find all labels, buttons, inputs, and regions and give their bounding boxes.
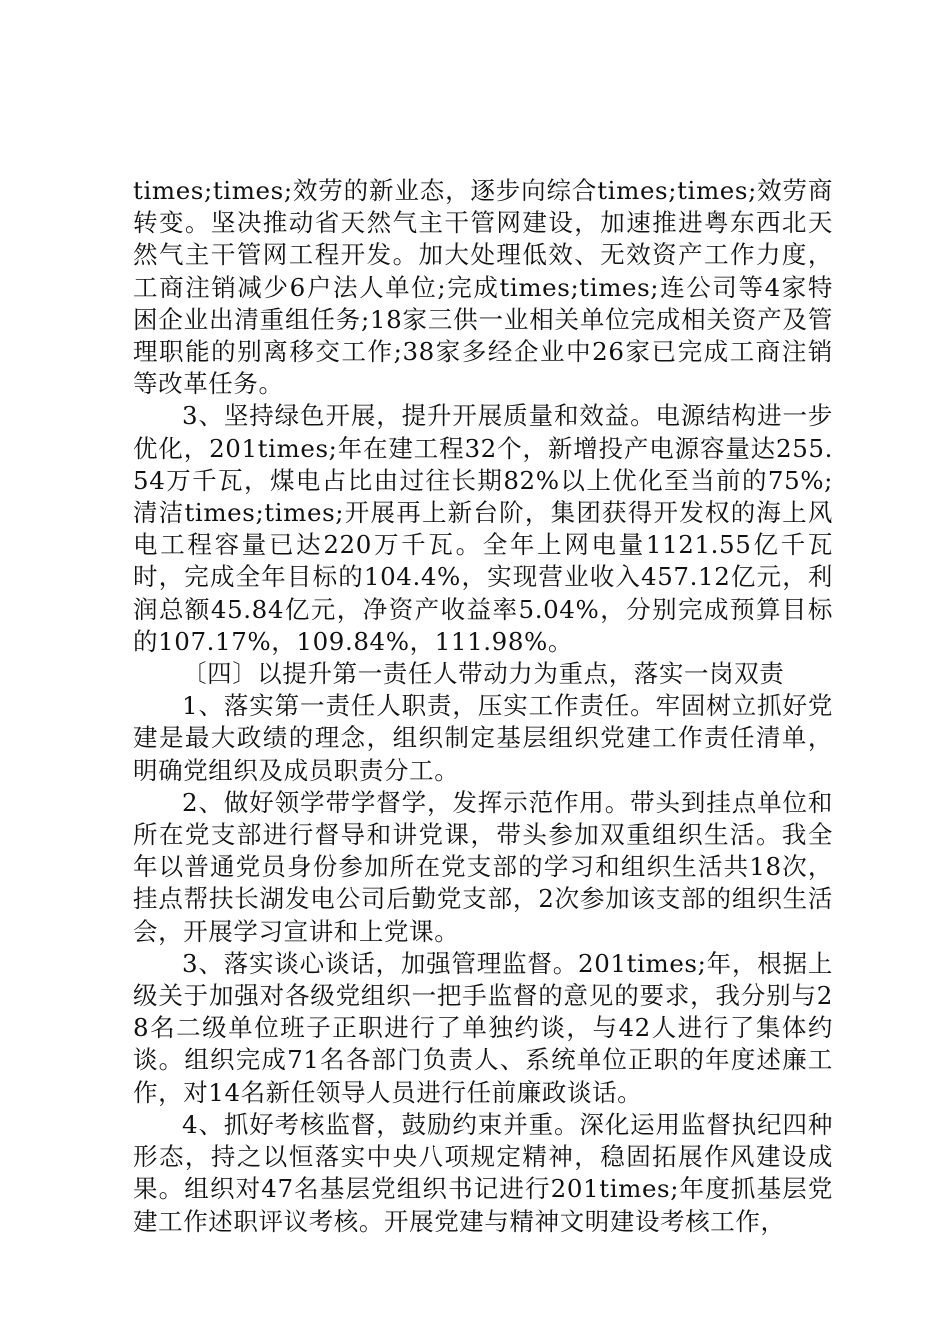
paragraph-continuation: times;times;效劳的新业态，逐步向综合times;times;效劳商转变。坚决推动省天然气主干管网建设，加速推进粤东西北天然气主干管网工程开发。加大处理低效、无效资产工作力度，工商注销减少6户法人单位;完成times;times;连公司等4家特困企业出清重组任务;18家三供一业相关单位完成相关资产及管理职能的别离移交工作;38家多经企业中26家已完成工商注销等改革任务。: [133, 176, 833, 399]
paragraph-assessment-supervision: 4、抓好考核监督，鼓励约束并重。深化运用监督执纪四种形态，持之以恒落实中央八项规定精神，稳固拓展作风建设成果。组织对47名基层党组织书记进行201times;年度抓基层党建工作述职评议考核。开展党建与精神文明建设考核工作，: [133, 1109, 833, 1236]
paragraph-heart-talks: 3、落实谈心谈话，加强管理监督。201times;年，根据上级关于加强对各级党组织一把手监督的意见的要求，我分别与28名二级单位班子正职进行了单独约谈，与42人进行了集体约谈。组织完成71名各部门负责人、系统单位正职的年度述廉工作，对14名新任领导人员进行任前廉政谈话。: [133, 948, 833, 1107]
paragraph-green-development: 3、坚持绿色开展，提升开展质量和效益。电源结构进一步优化，201times;年在建工程32个，新增投产电源容量达255.54万千瓦，煤电占比由过往长期82%以上优化至当前的75%;清洁times;times;开展再上新台阶，集团获得开发权的海上风电工程容量已达220万千瓦。全年上网电量1121.55亿千瓦时，完成全年目标的104.4%，实现营业收入457.12亿元，利润总额45.84亿元，净资产收益率5.04%，分别完成预算目标的107.17%，109.84%，111.98%。: [133, 401, 833, 656]
section-heading-four: 〔四〕以提升第一责任人带动力为重点，落实一岗双责: [182, 659, 785, 689]
paragraph-lead-study: 2、做好领学带学督学，发挥示范作用。带头到挂点单位和所在党支部进行督导和讲党课，带头参加双重组织生活。我全年以普通党员身份参加所在党支部的学习和组织生活共18次，挂点帮扶长湖发电公司后勤党支部，2次参加该支部的组织生活会，开展学习宣讲和上党课。: [133, 787, 833, 946]
document-body: [133, 175, 833, 1238]
paragraph-first-responsibility: 1、落实第一责任人职责，压实工作责任。牢固树立抓好党建是最大政绩的理念，组织制定基层组织党建工作责任清单，明确党组织及成员职责分工。: [133, 691, 833, 785]
